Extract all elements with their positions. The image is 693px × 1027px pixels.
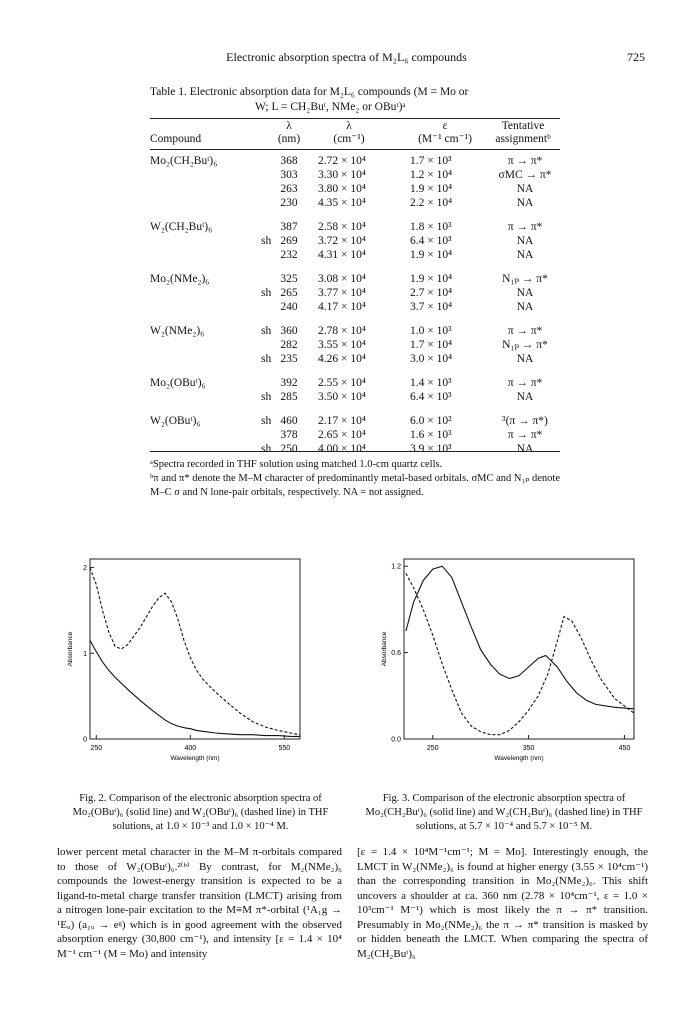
assignment-cell: π → π* [507,155,543,167]
running-header [0,50,693,68]
table-row [150,352,560,367]
wavenumber-cell: 3.50 × 10⁴ [318,391,366,403]
shoulder-cell: sh [261,325,272,337]
wavelength-nm-cell: 303 [280,169,298,181]
compound-cell: Mo₂(NMe₂)₆ [150,273,210,285]
footnote-a: ᵃSpectra recorded in THF solution using matched 1.0-cm quartz cells. [150,459,443,470]
wavelength-nm-cell: 240 [280,301,298,313]
wavenumber-cell: 3.77 × 10⁴ [318,287,366,299]
assignment-cell: NA [516,287,534,299]
assignment-cell: N₁ₚ → π* [502,273,548,285]
wavenumber-cell: 3.08 × 10⁴ [318,273,366,285]
wavelength-nm-cell: 265 [280,287,298,299]
wavenumber-cell: 4.17 × 10⁴ [318,301,366,313]
table-row [150,182,560,197]
fig3-y-tick-label: 0.6 [391,650,401,658]
table-row [150,196,560,211]
col-head-lambda-cm-symbol: λ [346,120,352,132]
col-head-lambda-nm [274,120,304,146]
wavelength-nm-cell: 387 [280,221,298,233]
wavelength-nm-cell: 360 [280,325,298,337]
compound-cell: Mo₂(OBuᵗ)₆ [150,377,206,389]
wavelength-nm-cell: 269 [280,235,298,247]
wavenumber-cell: 3.30 × 10⁴ [318,169,366,181]
epsilon-cell: 2.7 × 10⁴ [410,287,453,299]
col-head-lambda-nm-unit: (nm) [277,133,301,145]
assignment-cell: σMC → π* [498,169,552,181]
epsilon-cell: 3.9 × 10³ [410,443,452,455]
fig3-x-tick-label: 250 [426,745,439,752]
table-row [150,272,560,287]
fig3-x-tick-label: 450 [618,745,631,752]
col-head-epsilon-symbol: ε [442,120,448,132]
table-row [150,234,560,249]
body-text-right-column: [ε = 1.4 × 10⁴M⁻¹cm⁻¹; M = Mo]. Interestingly enough, the LMCT in W₂(NMe₂)₆ is found at higher energy (3.55 × 10⁴cm⁻¹) than the corresponding transition in Mo₂(NMe₂)₆. This shift uncovers a shoulder at ca. 360 nm (2.78 × 10⁴cm⁻¹, ε = 1.0 × 10³cm⁻¹ M⁻¹) which is most likely the π → π* transition. Presumably in Mo₂(NMe₂)₆ the π → π* transition is masked by or hidden beneath the LMCT. When comparing the spectra of M₂(CH₂Buᵗ)₆ [357,846,648,960]
col-head-lambda-cm-unit: (cm⁻¹) [333,133,365,145]
col-head-assignment [486,120,560,146]
assignment-cell: π → π* [507,377,543,389]
wavelength-nm-cell: 232 [280,249,298,261]
fig2-y-tick-label: 1 [83,650,87,658]
wavenumber-cell: 2.55 × 10⁴ [318,377,366,389]
fig2-series-solid-line [90,640,300,736]
table-row [150,442,560,457]
col-head-assignment-line-1: Tentative [501,120,545,132]
wavenumber-cell: 3.80 × 10⁴ [318,183,366,195]
col-head-lambda-cm [314,120,384,146]
epsilon-cell: 1.8 × 10³ [410,221,452,233]
compound-cell: W₂(CH₂Buᵗ)₆ [150,221,213,233]
epsilon-cell: 6.4 × 10³ [410,235,452,247]
fig3-caption: Fig. 3. Comparison of the electronic absorption spectra of Mo₂(CH₂Buᵗ)₆ (solid line) and W₂(CH₂Buᵗ)₆ (dashed line) in THF solutions, at 5.7 × 10⁻⁴ and 5.7 × 10⁻⁵ M. [365,793,643,832]
shoulder-cell: sh [261,443,272,455]
wavelength-nm-cell: 230 [280,197,298,209]
fig3-series-dashed-line [406,573,634,734]
epsilon-cell: 6.0 × 10² [410,415,452,427]
col-head-epsilon [400,120,490,146]
page-number: 725 [627,50,645,64]
shoulder-cell: sh [261,287,272,299]
assignment-cell: π → π* [507,221,543,233]
shoulder-cell: sh [261,391,272,403]
fig2-y-axis-label: Absorbance [67,631,74,667]
epsilon-cell: 2.2 × 10⁴ [410,197,453,209]
fig3-x-tick-label: 350 [522,745,535,752]
wavelength-nm-cell: 235 [280,353,298,365]
assignment-cell: NA [516,249,534,261]
table-caption-line-1: Table 1. Electronic absorption data for M₂L₆ compounds (M = Mo or [150,86,469,98]
fig2-caption: Fig. 2. Comparison of the electronic absorption spectra of Mo₂(OBuᵗ)₆ (solid line) and W₂(OBuᵗ)₆ (dashed line) in THF solutions, at 1.0 × 10⁻³ and 1.0 × 10⁻⁴ M. [72,793,329,832]
assignment-cell: NA [516,353,534,365]
fig2-x-tick-label: 550 [278,745,291,752]
fig2-series-dashed-line [90,568,300,735]
running-title: Electronic absorption spectra of M₂L₆ compounds [226,50,467,64]
wavelength-nm-cell: 392 [280,377,298,389]
table-row [150,286,560,301]
data-table [150,118,560,454]
assignment-cell: NA [516,235,534,247]
wavelength-nm-cell: 368 [280,155,298,167]
table-row [150,338,560,353]
fig2-chart [58,555,310,770]
assignment-cell: NA [516,183,534,195]
footnote-b: ᵇπ and π* denote the M–M character of predominantly metal-based orbitals. σMC and N₁ₚ denote M–C σ and N lone-pair orbitals, respectively. NA = not assigned. [150,473,560,498]
epsilon-cell: 3.7 × 10⁴ [410,301,453,313]
assignment-cell: ³(π → π*) [502,415,548,427]
compound-cell: W₂(NMe₂)₆ [150,325,205,337]
assignment-cell: NA [516,391,534,403]
compound-cell: Mo₂(CH₂Buᵗ)₆ [150,155,218,167]
fig2-x-axis-label: Wavelength (nm) [170,755,220,762]
wavelength-nm-cell: 285 [280,391,298,403]
epsilon-cell: 1.6 × 10³ [410,429,452,441]
wavenumber-cell: 3.72 × 10⁴ [318,235,366,247]
fig2-y-tick-label: 2 [83,565,87,573]
assignment-cell: N₁ₚ → π* [502,339,548,351]
table-caption-line-2: W; L = CH₂Buᵗ, NMe₂ or OBuᵗ)ᵃ [255,101,406,113]
fig2-x-tick-label: 250 [90,745,103,752]
wavenumber-cell: 2.65 × 10⁴ [318,429,366,441]
table-row [150,248,560,263]
table-row [150,220,560,235]
wavenumber-cell: 2.78 × 10⁴ [318,325,366,337]
epsilon-cell: 1.9 × 10⁴ [410,249,453,261]
fig2-plot-frame [90,559,300,739]
table-footnotes [150,458,560,500]
epsilon-cell: 1.4 × 10³ [410,377,452,389]
shoulder-cell: sh [261,353,272,365]
wavelength-nm-cell: 282 [280,339,298,351]
wavelength-nm-cell: 460 [280,415,298,427]
epsilon-cell: 1.9 × 10⁴ [410,273,453,285]
col-head-assignment-line-2: assignmentᵇ [495,133,551,145]
wavenumber-cell: 2.58 × 10⁴ [318,221,366,233]
fig3-y-axis-label: Absorbance [381,631,388,667]
wavelength-nm-cell: 325 [280,273,298,285]
shoulder-cell: sh [261,235,272,247]
epsilon-cell: 1.9 × 10⁴ [410,183,453,195]
compound-cell: W₂(OBuᵗ)₆ [150,415,201,427]
table-header-rule [150,149,560,150]
wavelength-nm-cell: 250 [280,443,298,455]
fig3-y-tick-label: 1.2 [391,563,401,571]
table-bottom-rule [150,451,560,452]
fig3-series-solid-line [406,566,634,709]
table-row [150,390,560,405]
table-row [150,324,560,339]
table-row [150,414,560,429]
table-row [150,376,560,391]
fig3-y-tick-label: 0.0 [391,736,401,744]
wavenumber-cell: 4.31 × 10⁴ [318,249,366,261]
assignment-cell: NA [516,197,534,209]
assignment-cell: π → π* [507,325,543,337]
table-row [150,428,560,443]
body-text-left-column: lower percent metal character in the M–M π-orbitals compared to those of W₂(OBuᵗ)₆.²⁽ᵇ⁾ By contrast, for M₂(NMe₂)₆ compounds the lowest-energy transition is expected to be a ligand-to-metal charge transfer transition (LMCT) arising from a nitrogen lone-pair excitation to the M≡M π*-orbital (¹A₁g → ¹Eᵤ) (a₁ᵤ → eᵍ) which is in good agreement with the observed absorption energy (30,800 cm⁻¹), and intensity [ε = 1.4 × 10⁴ M⁻¹ cm⁻¹ (M = Mo) and intensity [57,846,342,960]
wavelength-nm-cell: 263 [280,183,298,195]
epsilon-cell: 3.0 × 10⁴ [410,353,453,365]
shoulder-cell: sh [261,415,272,427]
epsilon-cell: 1.0 × 10³ [410,325,452,337]
epsilon-cell: 1.7 × 10⁴ [410,339,453,351]
table-caption [150,85,560,115]
epsilon-cell: 1.2 × 10⁴ [410,169,453,181]
wavenumber-cell: 3.55 × 10⁴ [318,339,366,351]
epsilon-cell: 6.4 × 10³ [410,391,452,403]
assignment-cell: π → π* [507,429,543,441]
table-top-rule [150,118,560,119]
epsilon-cell: 1.7 × 10³ [410,155,452,167]
col-head-epsilon-unit: (M⁻¹ cm⁻¹) [418,133,472,145]
col-head-lambda-nm-symbol: λ [286,120,292,132]
wavenumber-cell: 2.72 × 10⁴ [318,155,366,167]
fig3-chart [368,555,643,770]
fig2-y-tick-label: 0 [83,736,87,744]
table-row [150,168,560,183]
wavenumber-cell: 2.17 × 10⁴ [318,415,366,427]
fig3-x-axis-label: Wavelength (nm) [494,755,544,762]
fig3-plot-frame [404,559,634,739]
assignment-cell: NA [516,301,534,313]
wavenumber-cell: 4.00 × 10⁴ [318,443,366,455]
wavelength-nm-cell: 378 [280,429,298,441]
wavenumber-cell: 4.35 × 10⁴ [318,197,366,209]
fig2-x-tick-label: 400 [184,745,197,752]
table-row [150,154,560,169]
assignment-cell: NA [516,443,534,455]
col-head-compound: Compound [150,133,202,145]
wavenumber-cell: 4.26 × 10⁴ [318,353,366,365]
table-row [150,300,560,315]
